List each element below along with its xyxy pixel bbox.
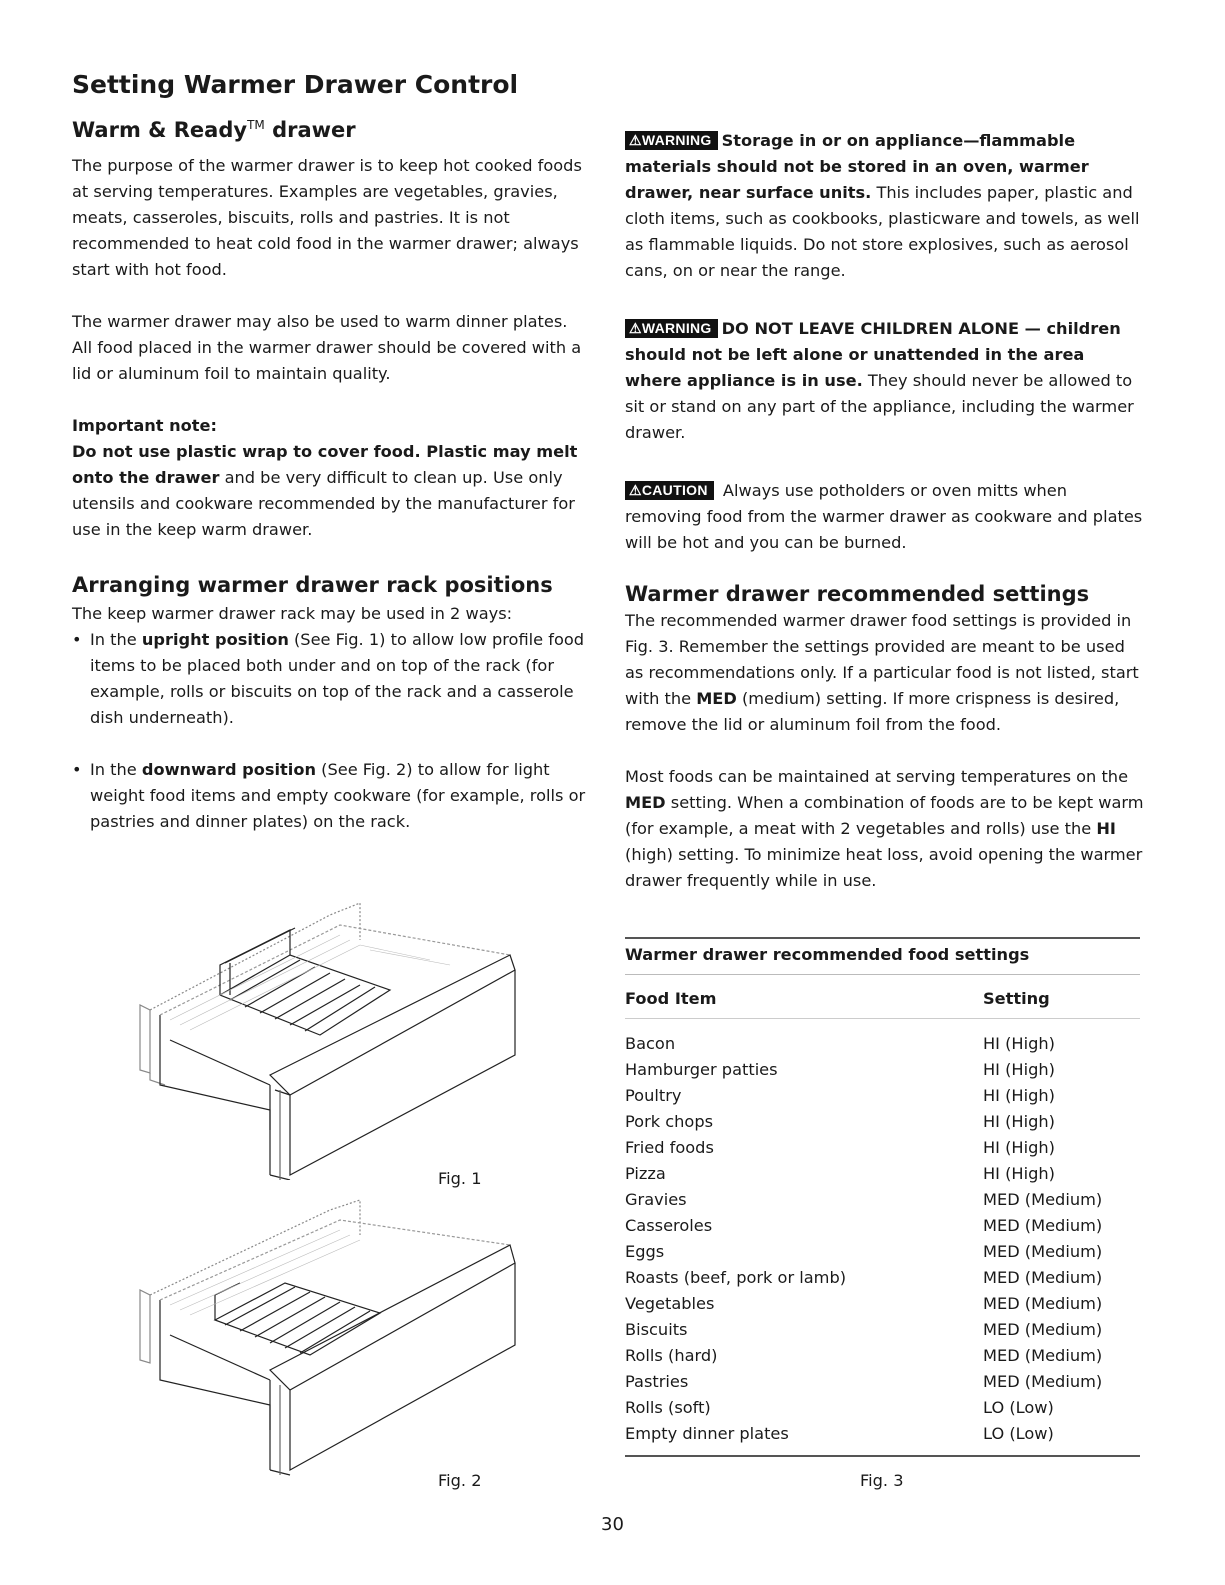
page-title: Setting Warmer Drawer Control: [72, 70, 519, 99]
setting-cell: LO (Low): [983, 1424, 1054, 1443]
setting-cell: MED (Medium): [983, 1346, 1103, 1365]
food-item-cell: Gravies: [625, 1190, 687, 1209]
table-row: [625, 1057, 1140, 1083]
table-row: [625, 1083, 1140, 1109]
recommended-paragraph-1: The recommended warmer drawer food settings is provided in Fig. 3. Remember the settings provided are meant to be used as recommendations only. If a particular food is not listed, start with the MED (medium) setting. If more crispness is desired, remove the lid or aluminum foil from the food.: [625, 611, 1139, 734]
warmer-drawer-upright-illustration: [130, 895, 520, 1180]
table-row: [625, 1265, 1140, 1291]
setting-cell: MED (Medium): [983, 1216, 1103, 1235]
table-row: [625, 1317, 1140, 1343]
table-row: [625, 1291, 1140, 1317]
right-column: [625, 128, 1145, 894]
setting-cell: HI (High): [983, 1086, 1055, 1105]
setting-cell: HI (High): [983, 1138, 1055, 1157]
food-item-cell: Eggs: [625, 1242, 665, 1261]
table-row: [625, 1395, 1140, 1421]
food-item-cell: Empty dinner plates: [625, 1424, 789, 1443]
food-item-cell: Hamburger patties: [625, 1060, 778, 1079]
setting-cell: MED (Medium): [983, 1372, 1103, 1391]
rack-bullet-list: [72, 627, 592, 835]
table-row: [625, 1421, 1140, 1447]
caution-potholders: ⚠CAUTION Always use potholders or oven mitts when removing food from the warmer drawer as cookware and plates will be hot and you can be burned.: [625, 481, 1143, 552]
food-settings-table: [625, 937, 1140, 1457]
warm-ready-heading: Warm & Ready™ drawer: [72, 118, 356, 142]
setting-cell: MED (Medium): [983, 1294, 1103, 1313]
table-row: [625, 1031, 1140, 1057]
food-item-cell: Roasts (beef, pork or lamb): [625, 1268, 847, 1287]
bullet-upright: • In the upright position (See Fig. 1) to allow low profile food items to be placed both under and on top of the rack (for example, rolls or biscuits on top of the rack and a casserole dish underneath).: [72, 627, 592, 731]
food-item-cell: Pastries: [625, 1372, 689, 1391]
header-setting: Setting: [983, 989, 1050, 1008]
caution-badge: ⚠CAUTION: [625, 481, 714, 500]
important-note-label: Important note:: [72, 416, 217, 435]
food-item-cell: Rolls (hard): [625, 1346, 718, 1365]
setting-cell: MED (Medium): [983, 1320, 1103, 1339]
setting-cell: MED (Medium): [983, 1268, 1103, 1287]
page-number: 30: [601, 1514, 624, 1535]
rack-heading: Arranging warmer drawer rack positions: [72, 573, 553, 597]
setting-cell: HI (High): [983, 1034, 1055, 1053]
food-item-cell: Pizza: [625, 1164, 666, 1183]
food-item-cell: Poultry: [625, 1086, 682, 1105]
table-title: Warmer drawer recommended food settings: [625, 939, 1140, 975]
caution-triangle-icon: ⚠: [629, 482, 642, 498]
fig3-caption: Fig. 3: [860, 1471, 904, 1490]
setting-cell: MED (Medium): [983, 1242, 1103, 1261]
table-row: [625, 1369, 1140, 1395]
important-note-text: Do not use plastic wrap to cover food. Plastic may melt onto the drawer and be very difficult to clean up. Use only utensils and cookware recommended by the manufacturer for use in the keep warm drawer.: [72, 442, 578, 539]
recommended-paragraph-2: Most foods can be maintained at serving temperatures on the MED setting. When a combination of foods are to be kept warm (for example, a meat with 2 vegetables and rolls) use the HI (high) setting. To minimize heat loss, avoid opening the warmer drawer frequently while in use.: [625, 767, 1144, 890]
plates-paragraph: The warmer drawer may also be used to warm dinner plates. All food placed in the warmer drawer should be covered with a lid or aluminum foil to maintain quality.: [72, 312, 582, 383]
setting-cell: LO (Low): [983, 1398, 1054, 1417]
food-item-cell: Fried foods: [625, 1138, 714, 1157]
setting-cell: HI (High): [983, 1112, 1055, 1131]
table-row: [625, 1109, 1140, 1135]
fig1-caption: Fig. 1: [438, 1169, 482, 1188]
warning-storage: ⚠WARNING Storage in or on appliance—flammable materials should not be stored in an oven, warmer drawer, near surface units. This includes paper, plastic and cloth items, such as cookbooks, plasticware and towels, as well as flammable liquids. Do not store explosives, such as aerosol cans, on or near the range.: [625, 131, 1140, 280]
table-row: [625, 1213, 1140, 1239]
warning-badge-2: ⚠WARNING: [625, 319, 718, 338]
left-column: [72, 118, 592, 835]
food-item-cell: Vegetables: [625, 1294, 715, 1313]
food-item-cell: Biscuits: [625, 1320, 688, 1339]
food-item-cell: Bacon: [625, 1034, 676, 1053]
food-item-cell: Casseroles: [625, 1216, 713, 1235]
table-row: [625, 1161, 1140, 1187]
header-food-item: Food Item: [625, 989, 717, 1008]
warning-triangle-icon: ⚠: [629, 132, 642, 148]
warning-triangle-icon: ⚠: [629, 320, 642, 336]
table-header: [625, 975, 1140, 1019]
setting-cell: MED (Medium): [983, 1190, 1103, 1209]
food-item-cell: Pork chops: [625, 1112, 714, 1131]
table-row: [625, 1343, 1140, 1369]
setting-cell: HI (High): [983, 1060, 1055, 1079]
warmer-drawer-downward-illustration: [130, 1195, 520, 1480]
warning-badge-1: ⚠WARNING: [625, 131, 718, 150]
table-row: [625, 1135, 1140, 1161]
recommended-settings-heading: Warmer drawer recommended settings: [625, 582, 1090, 606]
bullet-downward: • In the downward position (See Fig. 2) to allow for light weight food items and empty cookware (for example, rolls or pastries and dinner plates) on the rack.: [72, 757, 592, 835]
intro-paragraph: The purpose of the warmer drawer is to keep hot cooked foods at serving temperatures. Examples are vegetables, gravies, meats, casseroles, biscuits, rolls and pastries. It is not recommended to heat cold food in the warmer drawer; always start with hot food.: [72, 156, 582, 279]
table-body: [625, 1031, 1140, 1447]
setting-cell: HI (High): [983, 1164, 1055, 1183]
rack-intro: The keep warmer drawer rack may be used in 2 ways:: [72, 604, 513, 623]
warning-children: ⚠WARNING DO NOT LEAVE CHILDREN ALONE — children should not be left alone or unattended in the area where appliance is in use. They should never be allowed to sit or stand on any part of the appliance, including the warmer drawer.: [625, 319, 1134, 442]
fig2-caption: Fig. 2: [438, 1471, 482, 1490]
food-item-cell: Rolls (soft): [625, 1398, 711, 1417]
table-row: [625, 1239, 1140, 1265]
table-row: [625, 1187, 1140, 1213]
